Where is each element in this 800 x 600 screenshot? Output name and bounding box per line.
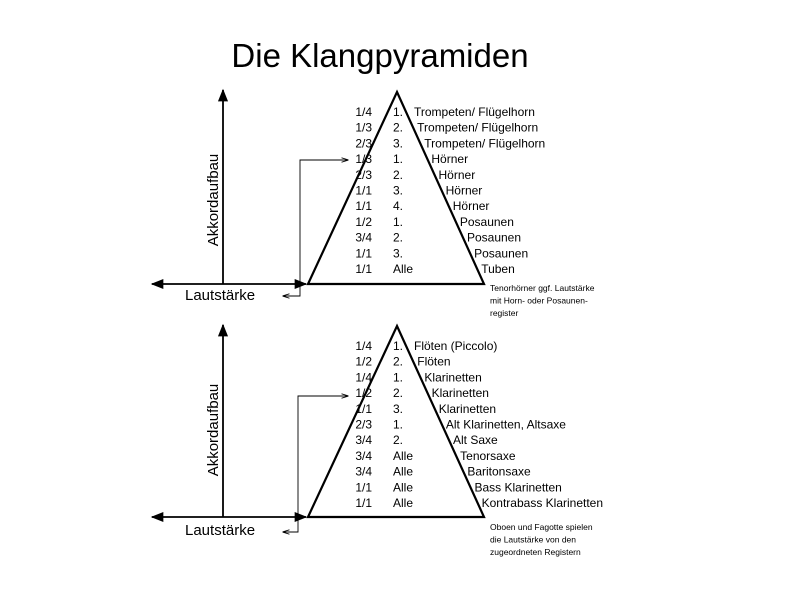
row-number: 1. bbox=[393, 152, 404, 167]
x-axis-label: Lautstärke bbox=[185, 522, 256, 539]
connector-arrow bbox=[283, 396, 348, 532]
row-instrument: Trompeten/ Flügelhorn bbox=[417, 120, 539, 135]
pyramid-row bbox=[355, 168, 475, 182]
pyramid-row bbox=[355, 433, 498, 447]
row-number: 3. bbox=[393, 183, 404, 198]
row-fraction: 3/4 bbox=[355, 230, 372, 245]
row-number: Alle bbox=[393, 480, 414, 495]
row-number: 3. bbox=[393, 246, 404, 261]
note-line: Tenorhörner ggf. Lautstärke bbox=[490, 283, 595, 293]
pyramid-row bbox=[355, 262, 514, 276]
pyramid-row bbox=[355, 339, 497, 353]
row-fraction: 1/4 bbox=[355, 339, 372, 353]
pyramid-row bbox=[355, 231, 521, 245]
page-title: Die Klangpyramiden bbox=[231, 37, 529, 74]
row-fraction: 2/3 bbox=[355, 136, 372, 151]
row-number: 1. bbox=[393, 214, 404, 229]
row-number: 2. bbox=[393, 230, 404, 245]
pyramid-group-2 bbox=[152, 325, 603, 557]
row-number: 3. bbox=[393, 136, 404, 151]
pyramid-row bbox=[355, 105, 535, 119]
pyramid-row bbox=[355, 215, 514, 229]
row-instrument: Tuben bbox=[481, 262, 515, 276]
y-axis-label: Akkordaufbau bbox=[205, 383, 222, 477]
row-fraction: 3/4 bbox=[355, 433, 372, 448]
row-number: Alle bbox=[393, 262, 414, 276]
pyramid-row bbox=[355, 386, 489, 400]
pyramid-row bbox=[355, 480, 562, 494]
pyramid-row bbox=[355, 418, 566, 432]
row-instrument: Tenorsaxe bbox=[460, 448, 516, 463]
row-fraction: 1/3 bbox=[355, 120, 372, 135]
row-number: Alle bbox=[393, 464, 414, 479]
row-instrument: Bass Klarinetten bbox=[474, 480, 562, 495]
row-fraction: 1/1 bbox=[355, 262, 372, 276]
row-instrument: Baritonsaxe bbox=[467, 464, 531, 479]
pyramid-row bbox=[355, 136, 545, 150]
pyramid-row bbox=[355, 449, 516, 463]
row-instrument: Flöten (Piccolo) bbox=[414, 339, 498, 353]
row-instrument: Klarinetten bbox=[424, 370, 482, 385]
row-fraction: 1/4 bbox=[355, 105, 372, 119]
pyramid-group-1 bbox=[152, 90, 595, 318]
row-instrument: Hörner bbox=[445, 183, 483, 198]
note-line: register bbox=[490, 308, 519, 318]
note-line: Oboen und Fagotte spielen bbox=[490, 522, 593, 532]
note-line: zugeordneten Registern bbox=[490, 547, 581, 557]
row-instrument: Trompeten/ Flügelhorn bbox=[414, 105, 535, 119]
row-number: 2. bbox=[393, 354, 404, 369]
row-fraction: 2/3 bbox=[355, 167, 372, 182]
row-instrument: Posaunen bbox=[459, 214, 514, 229]
row-number: 1. bbox=[393, 370, 404, 385]
row-number: 1. bbox=[393, 417, 404, 432]
row-fraction: 1/1 bbox=[355, 401, 372, 416]
x-axis-label: Lautstärke bbox=[185, 287, 256, 304]
note-line: die Lautstärke von den bbox=[490, 534, 577, 545]
row-fraction: 1/1 bbox=[355, 183, 372, 198]
row-fraction: 2/3 bbox=[355, 417, 372, 432]
row-instrument: Klarinetten bbox=[438, 401, 497, 416]
row-fraction: 1/2 bbox=[355, 354, 372, 369]
row-fraction: 1/1 bbox=[355, 246, 372, 261]
row-fraction: 3/4 bbox=[355, 464, 372, 479]
row-fraction: 1/1 bbox=[355, 480, 372, 495]
pyramid-row bbox=[355, 246, 528, 260]
row-number: 2. bbox=[393, 433, 404, 448]
row-fraction: 1/4 bbox=[355, 370, 372, 385]
row-fraction: 1/3 bbox=[355, 152, 372, 167]
note-line: mit Horn- oder Posaunen- bbox=[490, 295, 588, 306]
pyramid-row bbox=[355, 465, 531, 479]
row-number: 4. bbox=[393, 199, 404, 214]
row-instrument: Klarinetten bbox=[431, 386, 489, 401]
y-axis-label: Akkordaufbau bbox=[205, 153, 222, 247]
row-fraction: 1/1 bbox=[355, 496, 372, 510]
pyramid-row bbox=[355, 152, 468, 166]
row-instrument: Hörner bbox=[431, 152, 469, 167]
row-number: 1. bbox=[393, 339, 404, 353]
pyramid-row bbox=[355, 184, 482, 198]
row-fraction: 1/2 bbox=[355, 386, 372, 401]
row-instrument: Posaunen bbox=[474, 246, 529, 261]
row-fraction: 1/1 bbox=[355, 199, 372, 214]
row-fraction: 3/4 bbox=[355, 448, 372, 463]
pyramid-row bbox=[355, 355, 450, 369]
row-number: 2. bbox=[393, 386, 404, 401]
row-number: 2. bbox=[393, 120, 404, 135]
row-instrument: Posaunen bbox=[466, 230, 522, 245]
row-number: Alle bbox=[393, 496, 414, 510]
row-instrument: Kontrabass Klarinetten bbox=[481, 496, 604, 510]
row-number: 1. bbox=[393, 105, 404, 119]
pyramid-row bbox=[355, 402, 496, 416]
row-instrument: Alt Klarinetten, Altsaxe bbox=[445, 417, 566, 432]
row-number: Alle bbox=[393, 448, 414, 463]
row-fraction: 1/2 bbox=[355, 214, 372, 229]
row-number: 2. bbox=[393, 167, 404, 182]
row-instrument: Trompeten/ Flügelhorn bbox=[424, 136, 546, 151]
connector-arrow bbox=[283, 160, 348, 296]
row-number: 3. bbox=[393, 401, 404, 416]
row-instrument: Hörner bbox=[452, 199, 490, 214]
row-instrument: Alt Saxe bbox=[453, 433, 498, 448]
row-instrument: Hörner bbox=[438, 167, 476, 182]
row-instrument: Flöten bbox=[417, 354, 451, 369]
pyramid-row bbox=[355, 199, 489, 213]
